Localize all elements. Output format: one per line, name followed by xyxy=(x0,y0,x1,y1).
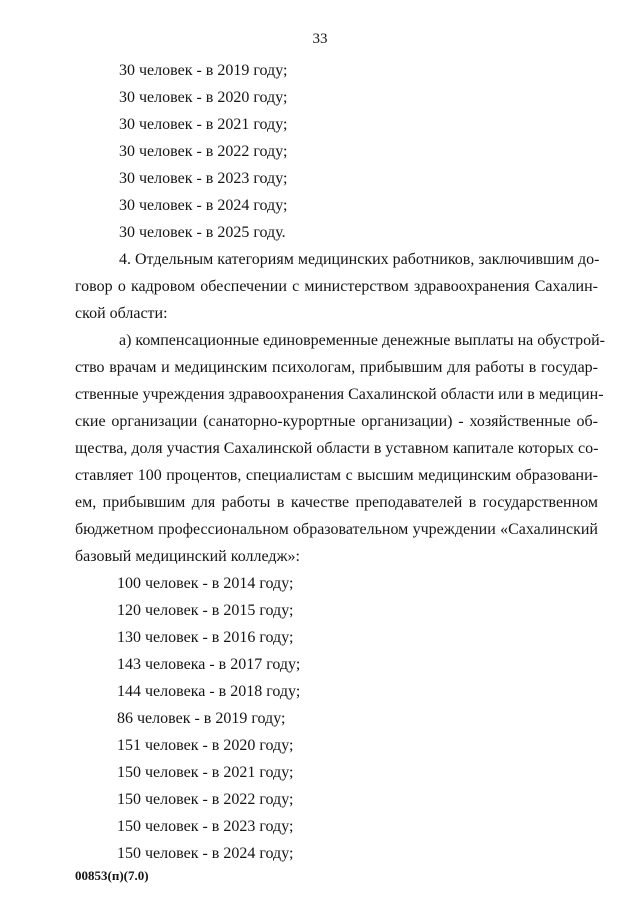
list-item: 30 человек - в 2022 году; xyxy=(119,143,288,160)
list-item: 143 человека - в 2017 году; xyxy=(117,656,301,673)
list-item: 30 человек - в 2020 году; xyxy=(119,89,288,106)
list-item: 30 человек - в 2024 году; xyxy=(119,197,288,214)
list-item: 150 человек - в 2021 году; xyxy=(117,764,294,781)
list-item: 30 человек - в 2021 году; xyxy=(119,116,288,133)
list-item: 100 человек - в 2014 году; xyxy=(117,575,294,592)
list-item: 120 человек - в 2015 году; xyxy=(117,602,294,619)
list-item: 150 человек - в 2023 году; xyxy=(117,818,294,835)
list-item: 30 человек - в 2023 году; xyxy=(119,170,288,187)
paragraph-line: ство врачам и медицинским психологам, прибывшим для работы в государ- xyxy=(75,359,598,376)
list-item: 150 человек - в 2024 году; xyxy=(117,845,294,862)
paragraph-line: ставляет 100 процентов, специалистам с высшим медицинским образовани- xyxy=(75,467,598,484)
list-item: 144 человека - в 2018 году; xyxy=(117,683,301,700)
paragraph-line: 4. Отдельным категориям медицинских работников, заключившим до- xyxy=(119,251,600,268)
list-item: 30 человек - в 2025 году. xyxy=(119,224,286,241)
page-number: 33 xyxy=(312,31,328,47)
paragraph-line: говор о кадровом обеспечении с министерством здравоохранения Сахалин- xyxy=(75,278,598,295)
list-item: 130 человек - в 2016 году; xyxy=(117,629,294,646)
list-item: 151 человек - в 2020 году; xyxy=(117,737,294,754)
paragraph-line: щества, доля участия Сахалинской области в уставном капитале которых со- xyxy=(75,440,599,457)
paragraph-line: ем, прибывшим для работы в качестве преподавателей в государственном xyxy=(75,494,598,511)
list-item: 86 человек - в 2019 году; xyxy=(117,710,286,727)
document-code: 00853(п)(7.0) xyxy=(75,868,149,883)
paragraph-line: ские организации (санаторно-курортные организации) - хозяйственные об- xyxy=(75,413,598,430)
paragraph-line: ской области: xyxy=(75,305,168,322)
paragraph-line: базовый медицинский колледж»: xyxy=(75,548,300,565)
paragraph-line: а) компенсационные единовременные денежные выплаты на обустрой- xyxy=(119,332,605,349)
paragraph-line: ственные учреждения здравоохранения Сахалинской области или в медицин- xyxy=(75,386,604,403)
paragraph-line: бюджетном профессиональном образовательном учреждении «Сахалинский xyxy=(75,521,598,538)
list-item: 30 человек - в 2019 году; xyxy=(119,62,288,79)
list-item: 150 человек - в 2022 году; xyxy=(117,791,294,808)
